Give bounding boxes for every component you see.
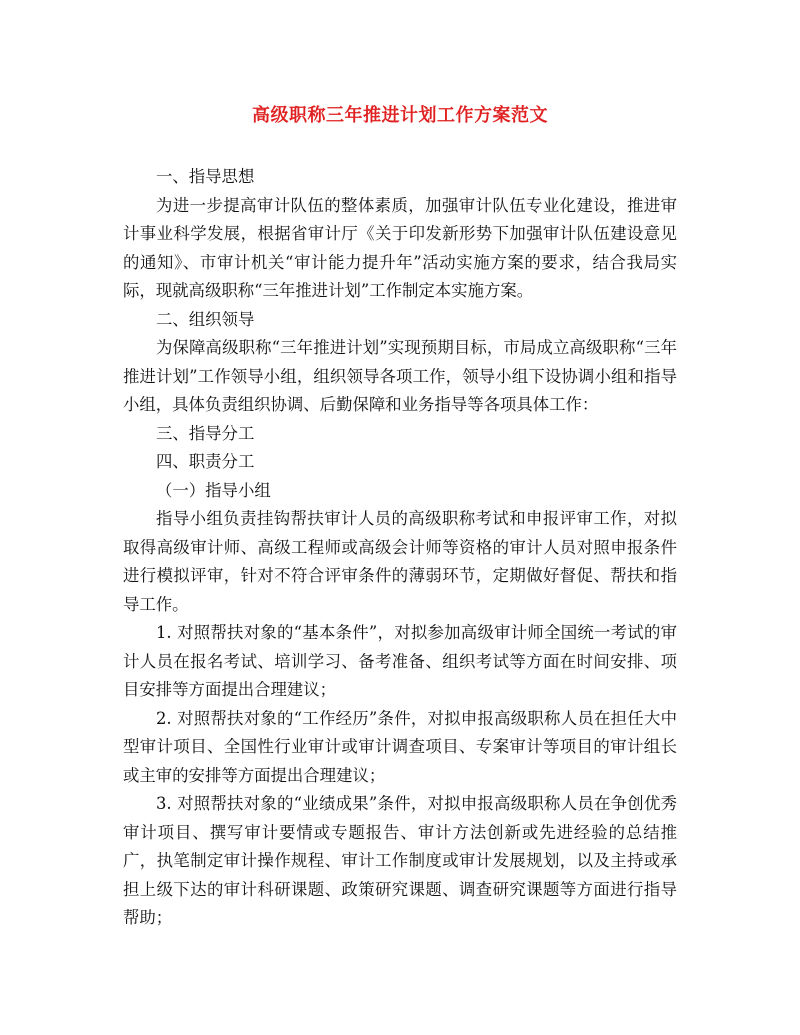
paragraph-item-3: 3. 对照帮扶对象的“业绩成果”条件，对拟申报高级职称人员在争创优秀审计项目、撰写审计要情或专题报告、审计方法创新或先进经验的总结推广，执笔制定审计操作规程、审计工作制度或审计发展规划，以及主持或承担上级下达的审计科研课题、政策研究课题、调查研究课题等方面进行指导帮助； — [123, 794, 677, 927]
section-heading-guiding-thought: 一、指导思想 — [156, 167, 255, 186]
paragraph-guiding-thought: 为进一步提高审计队伍的整体素质，加强审计队伍专业化建设，推进审计事业科学发展，根据省审计厅《关于印发新形势下加强审计队伍建设意见的通知》、市审计机关“审计能力提升年”活动实施方案的要求，结合我局实际，现就高级职称“三年推进计划”工作制定本实施方案。 — [123, 195, 677, 300]
subsection-heading-guidance-group: （一）指导小组 — [156, 480, 271, 500]
paragraph-item-1: 1. 对照帮扶对象的“基本条件”，对拟参加高级审计师全国统一考试的审计人员在报名考试、培训学习、备考准备、组织考试等方面在时间安排、项目安排等方面提出合理建议； — [123, 623, 677, 699]
section-heading-organization: 二、组织领导 — [156, 309, 255, 329]
paragraph-organization: 为保障高级职称“三年推进计划”实现预期目标，市局成立高级职称“三年推进计划”工作领导小组，组织领导各项工作，领导小组下设协调小组和指导小组，具体负责组织协调、后勤保障和业务指导等各项具体工作： — [123, 338, 677, 414]
document-body — [123, 163, 677, 933]
paragraph-item-2: 2. 对照帮扶对象的“工作经历”条件，对拟申报高级职称人员在担任大中型审计项目、全国性行业审计或审计调查项目、专案审计等项目的审计组长或主审的安排等方面提出合理建议； — [123, 708, 677, 785]
section-heading-responsibilities: 四、职责分工 — [156, 452, 255, 471]
section-heading-guidance-division: 三、指导分工 — [156, 423, 255, 443]
paragraph-guidance-group: 指导小组负责挂钩帮扶审计人员的高级职称考试和申报评审工作，对拟取得高级审计师、高级工程师或高级会计师等资格的审计人员对照申报条件进行模拟评审，针对不符合评审条件的薄弱环节，定期做好督促、帮扶和指导工作。 — [123, 509, 677, 614]
document-title: 高级职称三年推进计划工作方案范文 — [252, 105, 548, 126]
